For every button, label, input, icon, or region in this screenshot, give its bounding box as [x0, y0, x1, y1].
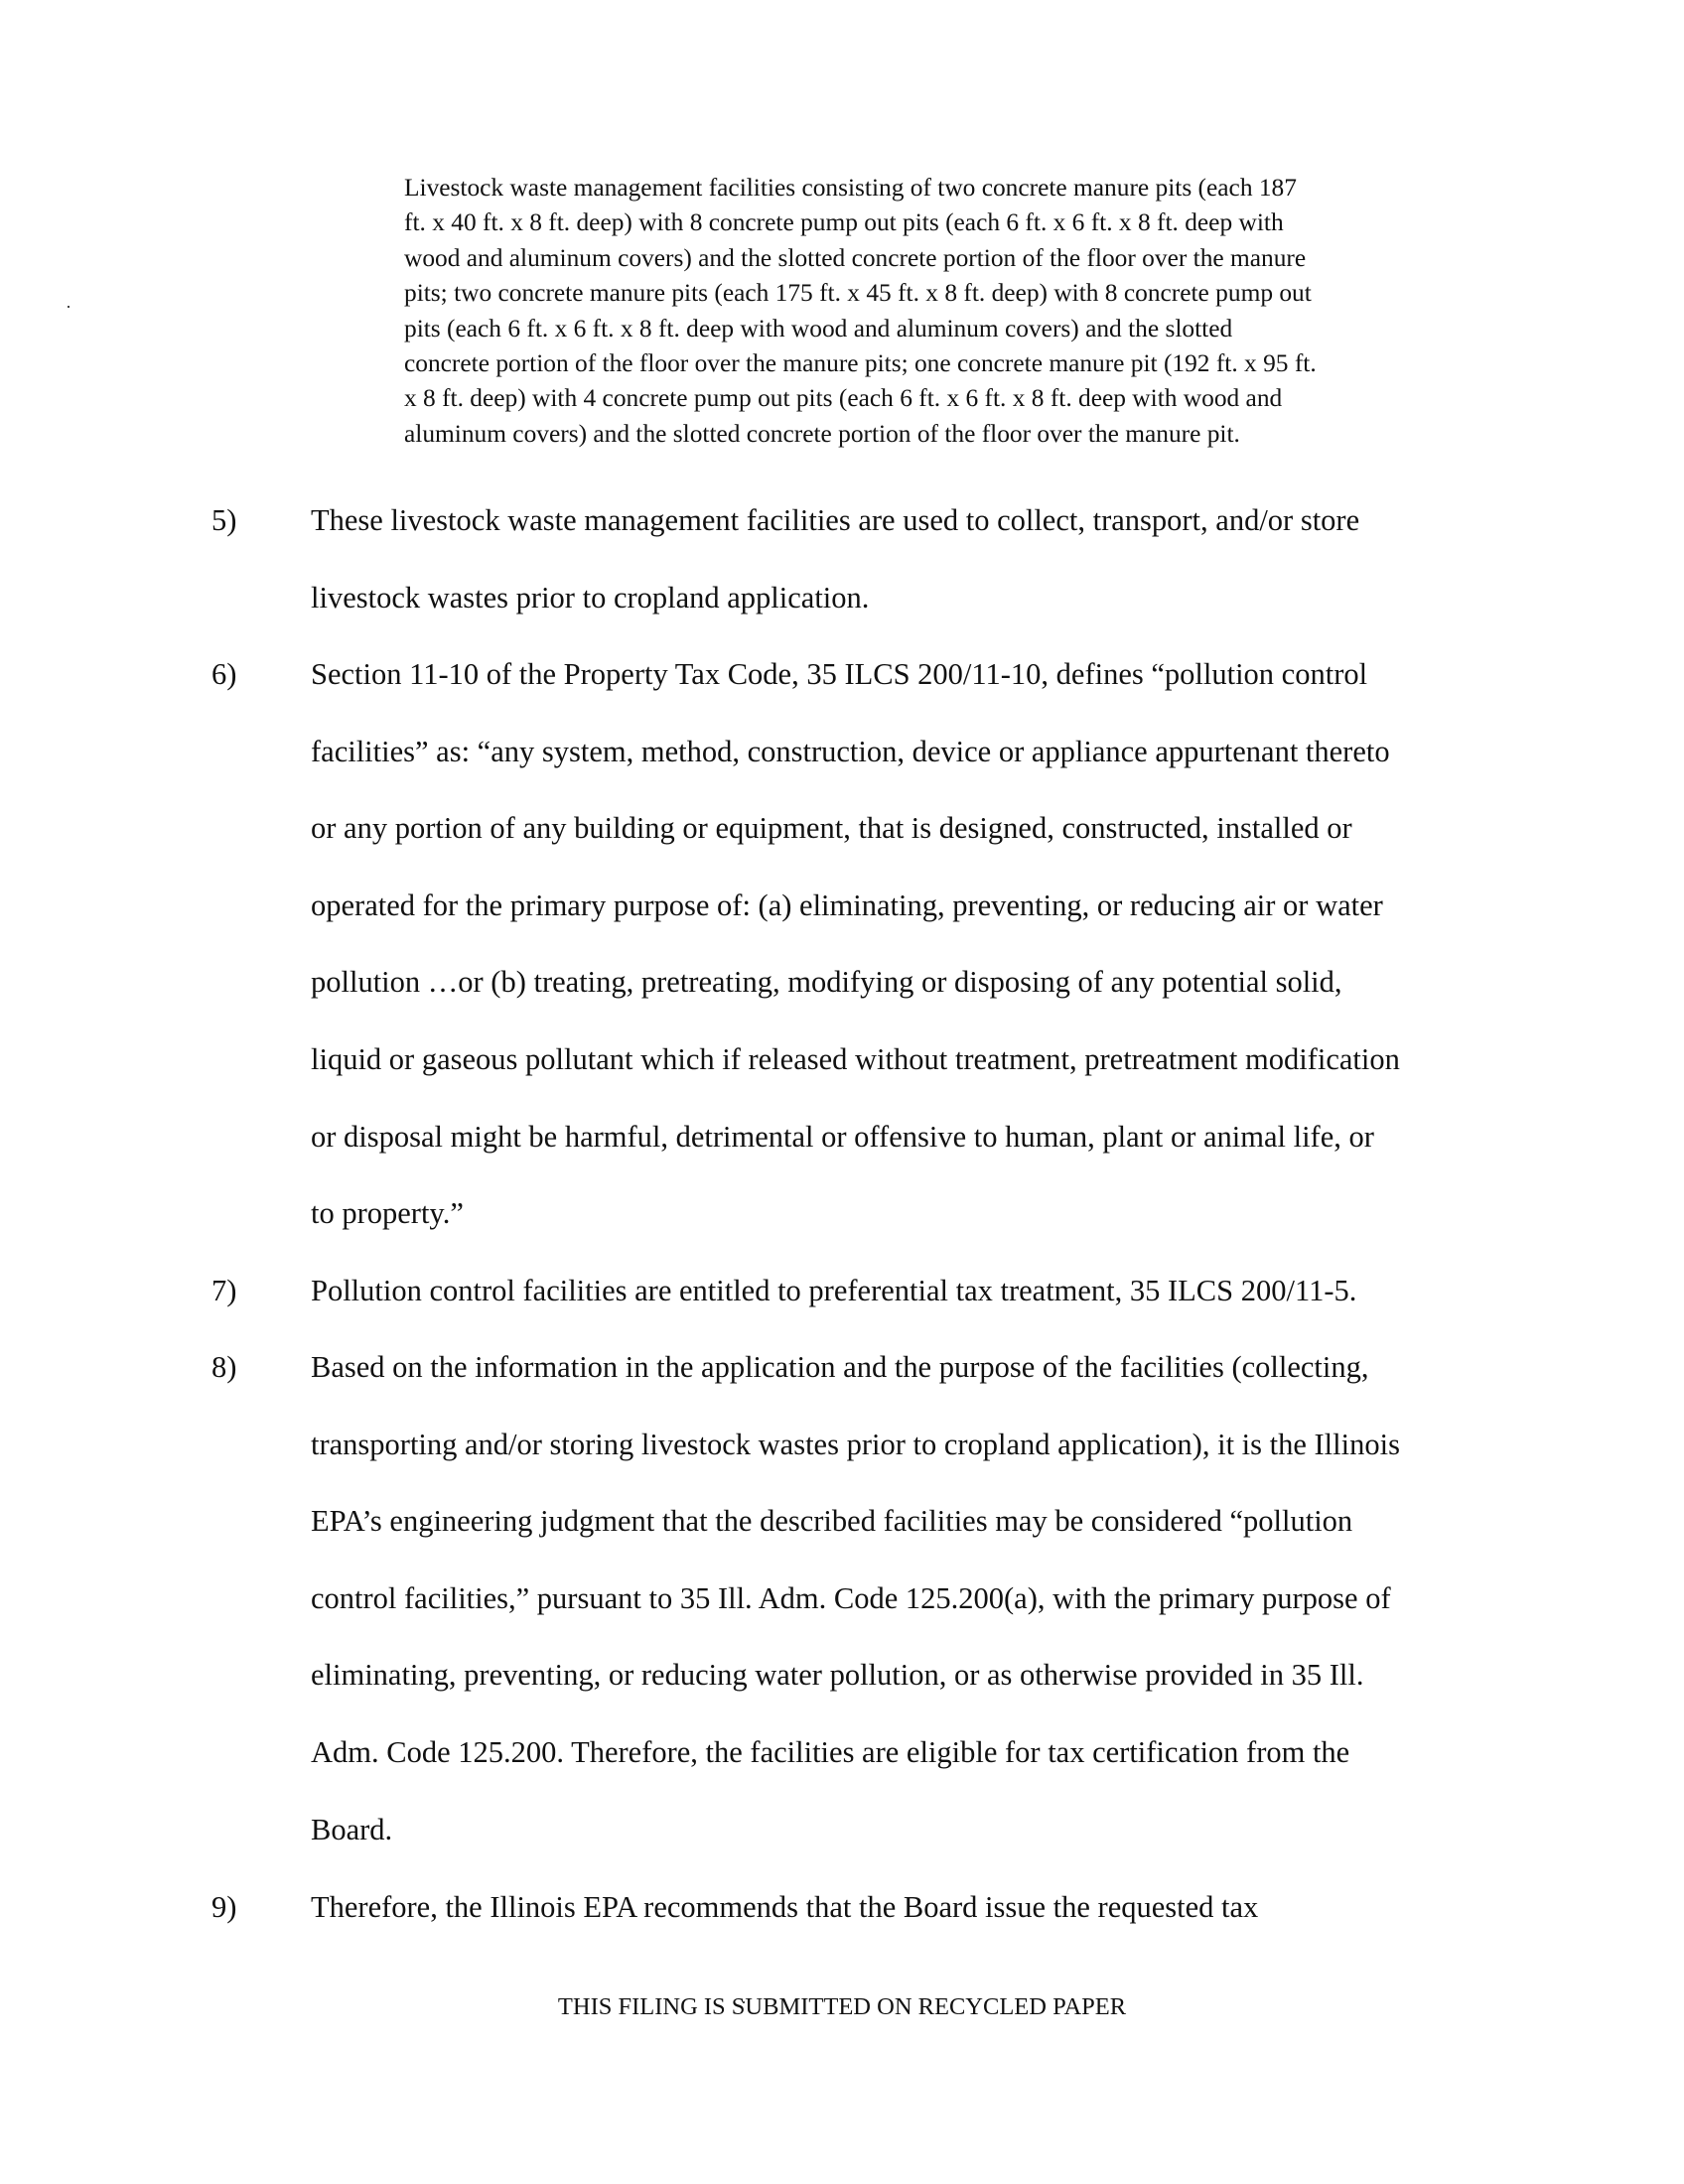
paragraph-line: operated for the primary purpose of: (a) eliminating, preventing, or reducing air or water: [311, 887, 1383, 922]
paragraph-line: facilities” as: “any system, method, construction, device or appliance appurtenant thereto: [311, 734, 1390, 768]
blockquote-line: pits; two concrete manure pits (each 175 ft. x 45 ft. x 8 ft. deep) with 8 concrete pump out: [404, 279, 1312, 308]
blockquote-line: x 8 ft. deep) with 4 concrete pump out pits (each 6 ft. x 6 ft. x 8 ft. deep with wood and: [404, 384, 1283, 413]
paragraph-number: 5): [211, 503, 237, 537]
footer-recycled-paper-notice: THIS FILING IS SUBMITTED ON RECYCLED PAPER: [557, 1993, 1127, 2020]
paragraph-line: eliminating, preventing, or reducing water pollution, or as otherwise provided in 35 Ill.: [311, 1658, 1364, 1693]
paragraph-line: Based on the information in the application and the purpose of the facilities (collecting,: [311, 1350, 1369, 1384]
blockquote-line: pits (each 6 ft. x 6 ft. x 8 ft. deep with wood and aluminum covers) and the slotted: [404, 314, 1233, 342]
paragraph-line: Board.: [311, 1812, 393, 1846]
paragraph-number: 7): [211, 1274, 237, 1307]
paragraph-line: These livestock waste management facilities are used to collect, transport, and/or store: [311, 503, 1360, 537]
paragraph-text: [311, 1329, 1502, 1868]
paragraph-line: or any portion of any building or equipment, that is designed, constructed, installed or: [311, 811, 1352, 846]
paragraph-number: 6): [211, 657, 237, 691]
scan-speck: [68, 306, 70, 308]
blockquote-line: Livestock waste management facilities consisting of two concrete manure pits (each 187: [404, 174, 1297, 202]
paragraph-line: or disposal might be harmful, detrimental or offensive to human, plant or animal life, or: [311, 1119, 1374, 1154]
blockquote-line: wood and aluminum covers) and the slotted concrete portion of the floor over the manure: [404, 243, 1307, 272]
paragraph-text: [311, 636, 1502, 1253]
paragraph-line: Section 11-10 of the Property Tax Code, 35 ILCS 200/11-10, defines “pollution control: [311, 657, 1368, 691]
blockquote-line: concrete portion of the floor over the manure pits; one concrete manure pit (192 ft. x 95 ft.: [404, 348, 1317, 377]
paragraph-line: control facilities,” pursuant to 35 Ill. Adm. Code 125.200(a), with the primary purpose of: [311, 1580, 1391, 1615]
paragraph-line: to property.”: [311, 1196, 464, 1231]
paragraph-line: pollution …or (b) treating, pretreating, modifying or disposing of any potential solid,: [311, 965, 1342, 1000]
paragraph-line: EPA’s engineering judgment that the described facilities may be considered “pollution: [311, 1504, 1353, 1539]
blockquote-line: ft. x 40 ft. x 8 ft. deep) with 8 concrete pump out pits (each 6 ft. x 6 ft. x 8 ft. deep with: [404, 208, 1284, 237]
paragraph-number: 9): [211, 1890, 237, 1924]
paragraph-line: liquid or gaseous pollutant which if released without treatment, pretreatment modification: [311, 1041, 1400, 1076]
paragraph-number: 8): [211, 1350, 237, 1384]
facility-description-blockquote: [404, 171, 1496, 452]
paragraph-text: [311, 482, 1502, 636]
paragraph-text: [311, 1253, 1502, 1330]
paragraph-line: livestock wastes prior to cropland application.: [311, 580, 870, 614]
paragraph-line: Adm. Code 125.200. Therefore, the facilities are eligible for tax certification from the: [311, 1734, 1350, 1769]
blockquote-line: aluminum covers) and the slotted concrete portion of the floor over the manure pit.: [404, 419, 1240, 448]
paragraph-line: transporting and/or storing livestock wastes prior to cropland application), it is the Illinois: [311, 1427, 1400, 1461]
paragraph-line: Therefore, the Illinois EPA recommends that the Board issue the requested tax: [311, 1890, 1259, 1924]
paragraph-line: Pollution control facilities are entitled to preferential tax treatment, 35 ILCS 200/11-5.: [311, 1274, 1357, 1307]
paragraph-text: [311, 1869, 1502, 1947]
